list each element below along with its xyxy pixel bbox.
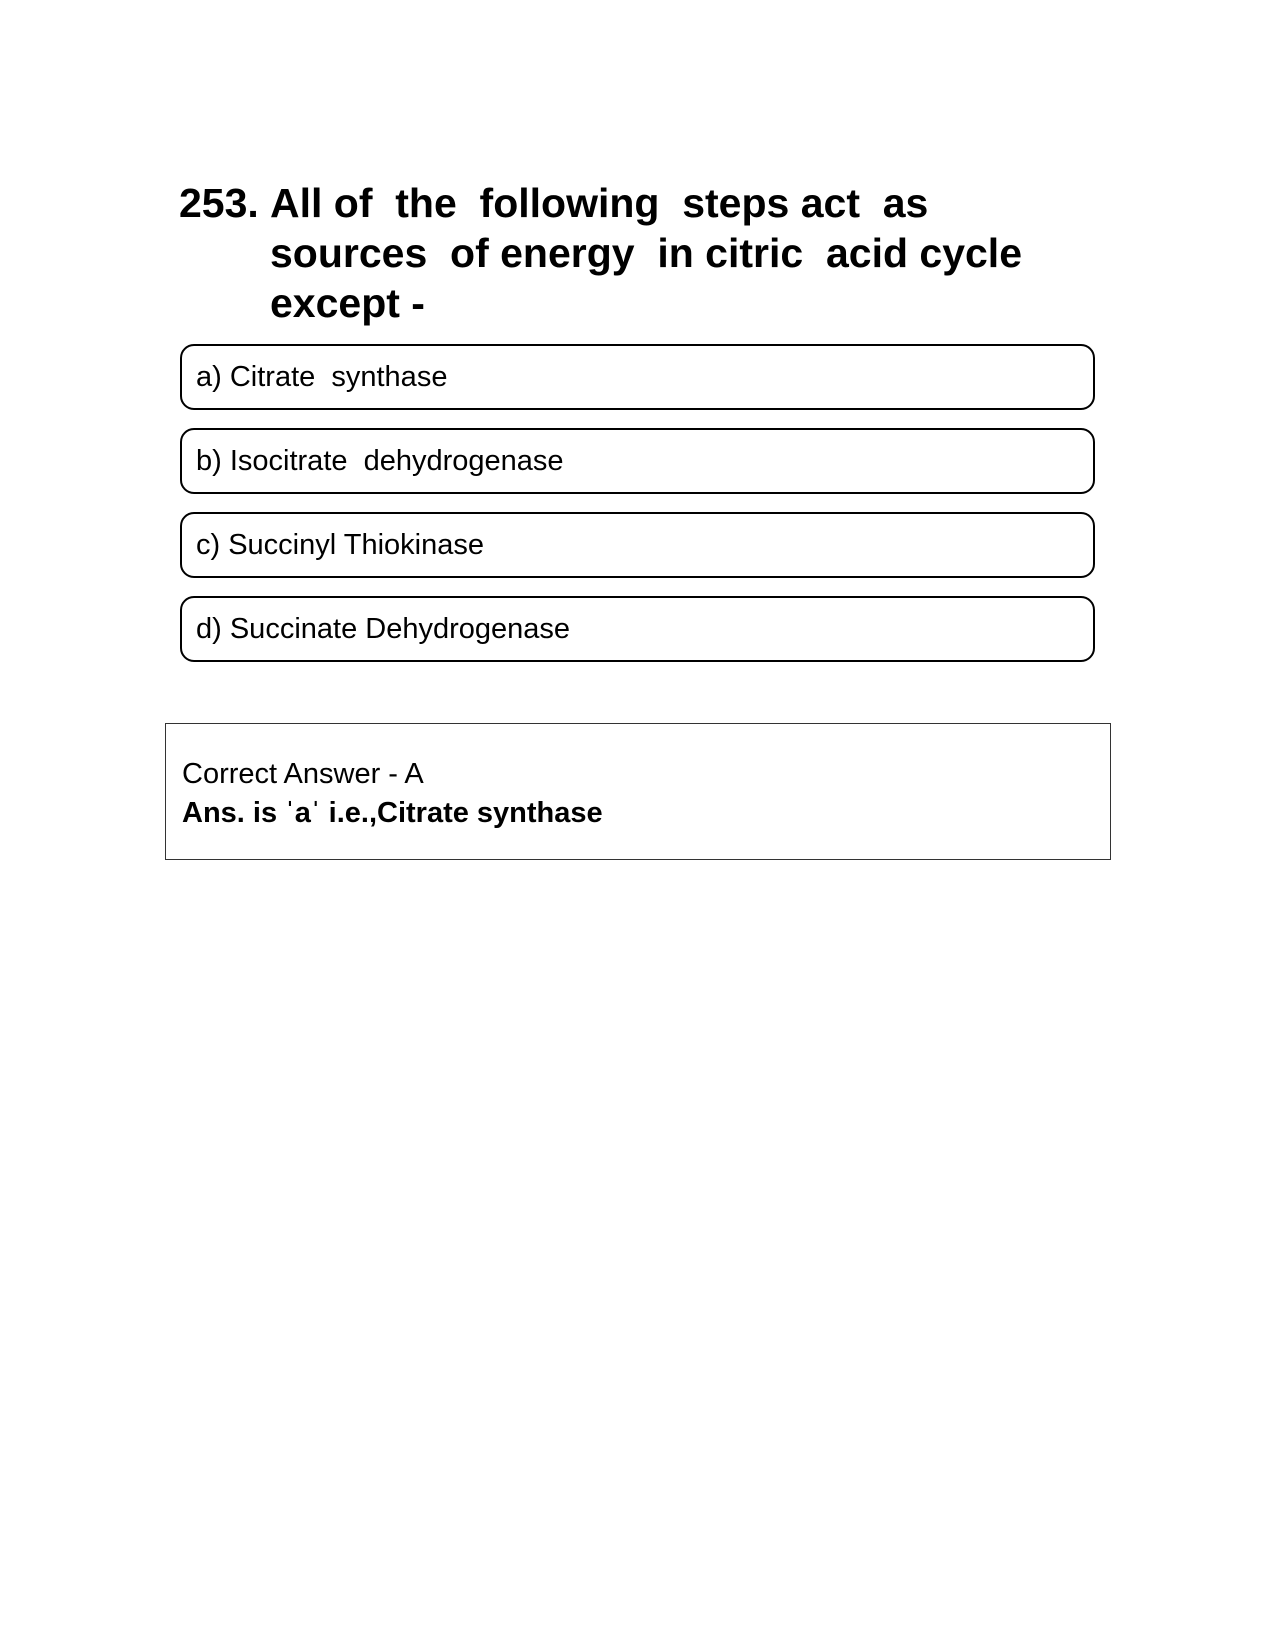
question: [179, 178, 1079, 328]
option-d[interactable]: d) Succinate Dehydrogenase: [180, 596, 1095, 662]
correct-answer: Correct Answer - A: [182, 758, 424, 790]
answer-box: [165, 723, 1111, 860]
option-c[interactable]: c) Succinyl Thiokinase: [180, 512, 1095, 578]
option-a[interactable]: a) Citrate synthase: [180, 344, 1095, 410]
answer-explanation: Ans. is ˈaˈ i.e.,Citrate synthase: [182, 797, 603, 829]
question-number: 253.: [179, 180, 259, 226]
option-b[interactable]: b) Isocitrate dehydrogenase: [180, 428, 1095, 494]
question-text: All of the following steps act as sources of energy in citric acid cycle except -: [270, 180, 1034, 326]
